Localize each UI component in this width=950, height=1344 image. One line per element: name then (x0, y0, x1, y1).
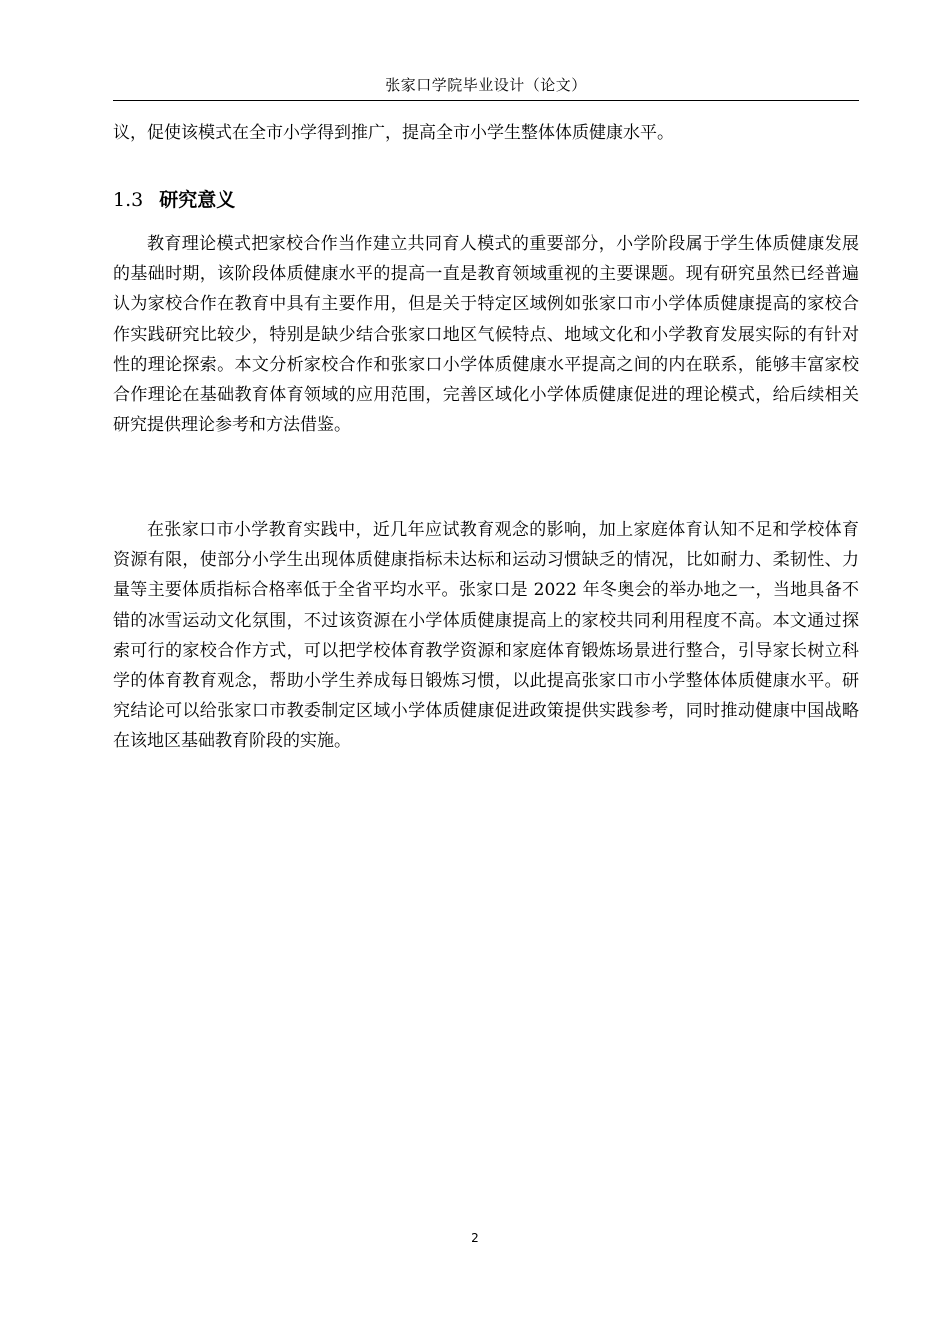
page-number: 2 (471, 1231, 479, 1245)
continuation-paragraph: 议，促使该模式在全市小学得到推广，提高全市小学生整体体质健康水平。 (113, 123, 674, 143)
header-rule (113, 100, 859, 101)
section-number: 1.3 (113, 189, 144, 211)
body-paragraph-1: 教育理论模式把家校合作当作建立共同育人模式的重要部分，小学阶段属于学生体质健康发展的基础时期，该阶段体质健康水平的提高一直是教育领域重视的主要课题。现有研究虽然已经普遍认为家校合作在教育中具有主要作用，但是关于特定区域例如张家口市小学体质健康提高的家校合作实践研究比较少，特别是缺少结合张家口地区气候特点、地域文化和小学教育发展实际的有针对性的理论探索。本文分析家校合作和张家口小学体质健康水平提高之间的内在联系，能够丰富家校合作理论在基础教育体育领域的应用范围，完善区域化小学体质健康促进的理论模式，给后续相关研究提供理论参考和方法借鉴。 (113, 234, 859, 436)
page-header: 张家口学院毕业设计（论文） (385, 76, 587, 94)
section-title: 研究意义 (159, 189, 236, 211)
body-paragraph-2: 在张家口市小学教育实践中，近几年应试教育观念的影响，加上家庭体育认知不足和学校体育资源有限，使部分小学生出现体质健康指标未达标和运动习惯缺乏的情况，比如耐力、柔韧性、力量等主要体质指标合格率低于全省平均水平。张家口是 2022 年冬奥会的举办地之一，当地具备不错的冰雪运动文化氛围，不过该资源在小学体质健康提高上的家校共同利用程度不高。本文通过探索可行的家校合作方式，可以把学校体育教学资源和家庭体育锻炼场景进行整合，引导家长树立科学的体育教育观念，帮助小学生养成每日锻炼习惯，以此提高张家口市小学整体体质健康水平。研究结论可以给张家口市教委制定区域小学体质健康促进政策提供实践参考，同时推动健康中国战略在该地区基础教育阶段的实施。 (113, 520, 859, 752)
section-heading (113, 184, 235, 216)
